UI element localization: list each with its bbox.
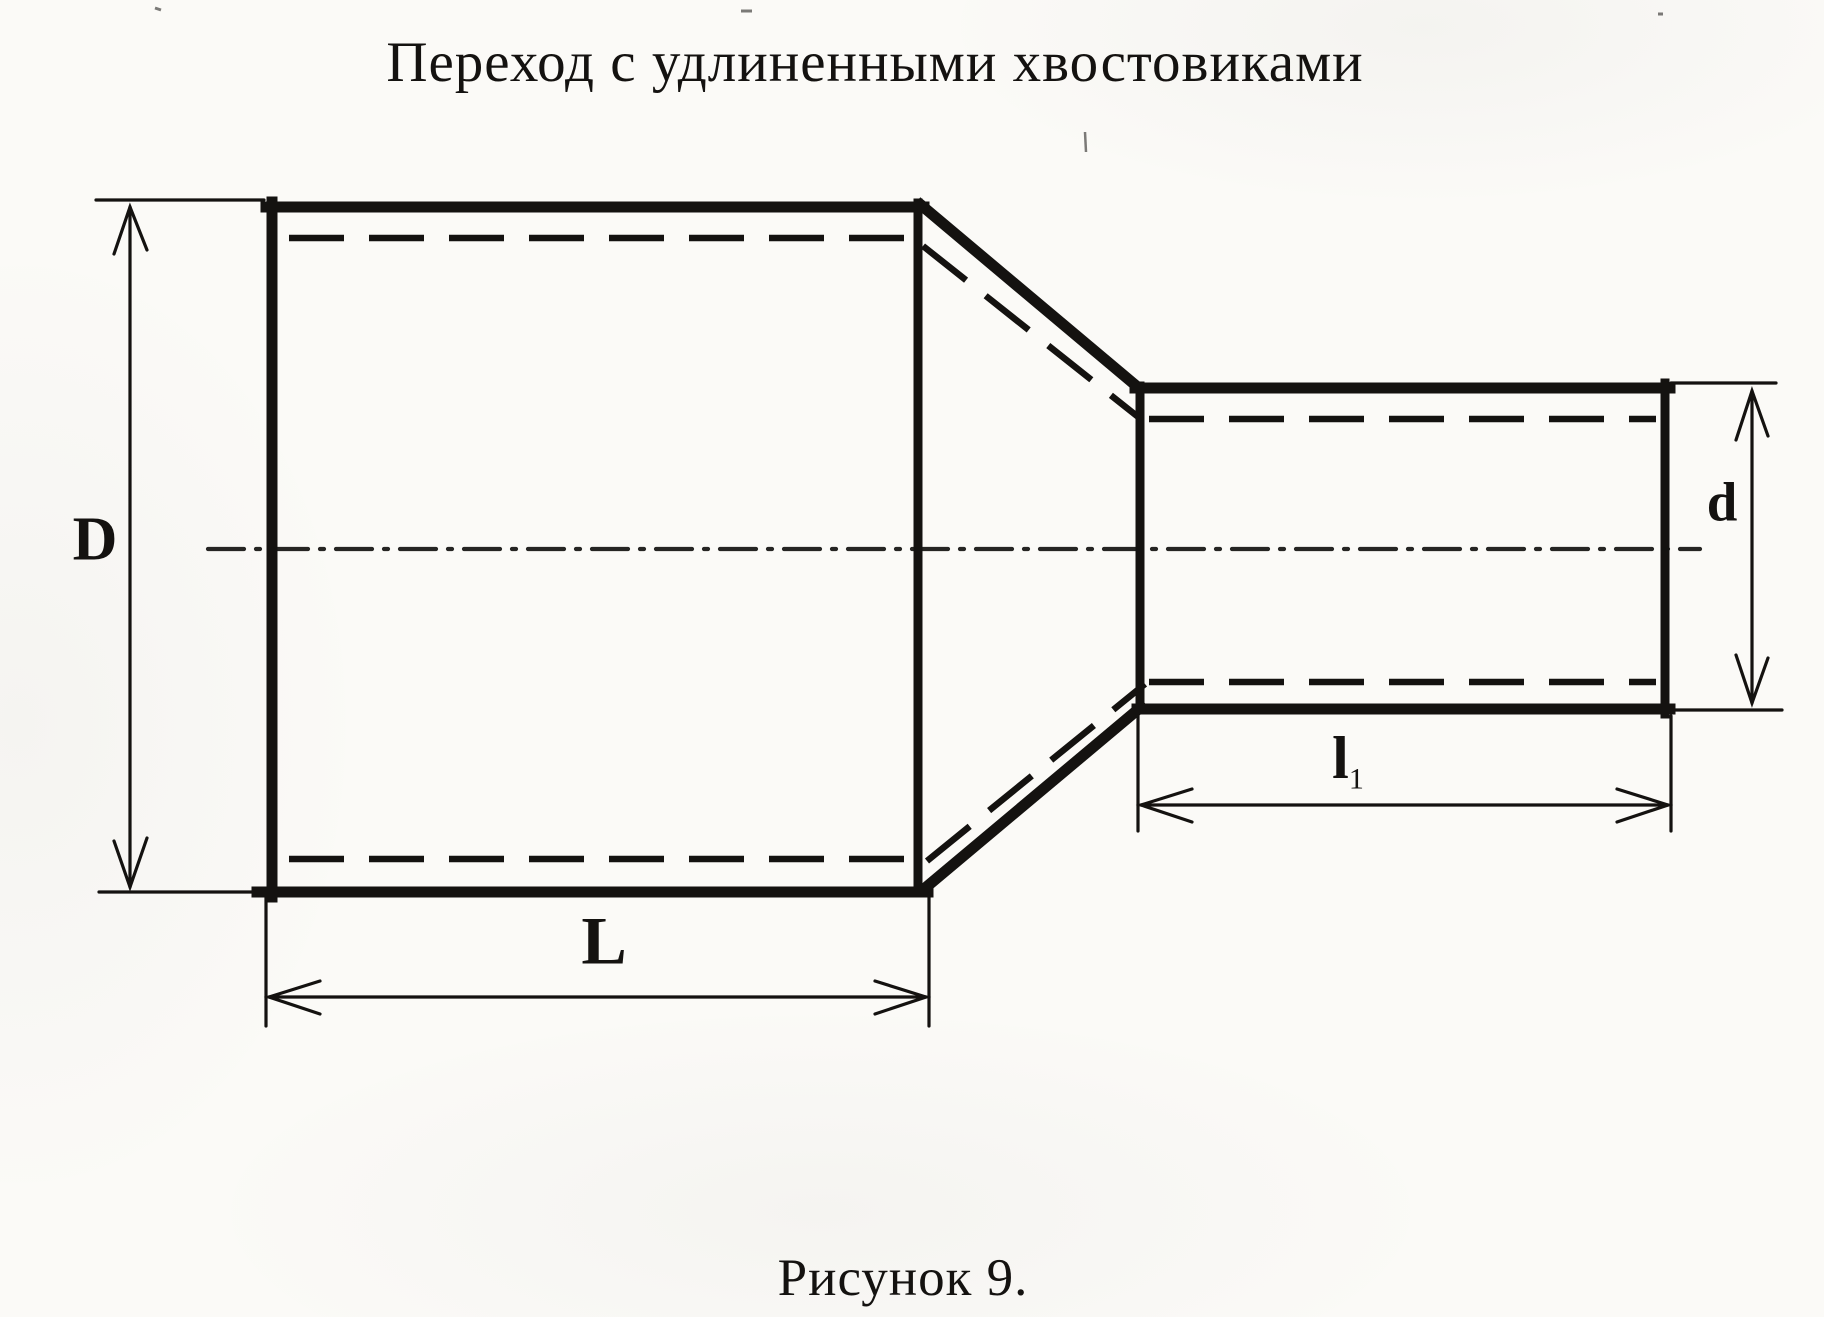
cone-bottom-slant xyxy=(924,707,1141,889)
dimension-D xyxy=(96,200,264,892)
scan-artifacts xyxy=(155,8,1663,152)
bore-top-cone xyxy=(923,246,1142,420)
dimension-label-l1 xyxy=(1332,724,1364,797)
dimension-label-d: d xyxy=(1706,471,1738,533)
dimension-label-l1-base: l xyxy=(1332,724,1349,791)
bore-bottom-cone xyxy=(927,684,1145,861)
dimension-label-l1-subscript: 1 xyxy=(1348,762,1364,796)
drawing-title: Переход с удлиненными хвостовиками xyxy=(386,31,1364,94)
scan-speck xyxy=(1085,132,1086,152)
figure-caption: Рисунок 9. xyxy=(777,1249,1029,1307)
dimension-d xyxy=(1671,383,1782,710)
scan-speck xyxy=(155,8,161,10)
dimension-l1 xyxy=(1138,713,1671,831)
dimension-label-L: L xyxy=(581,902,627,979)
dimension-label-D: D xyxy=(72,505,118,574)
cone-top-slant xyxy=(921,205,1140,389)
